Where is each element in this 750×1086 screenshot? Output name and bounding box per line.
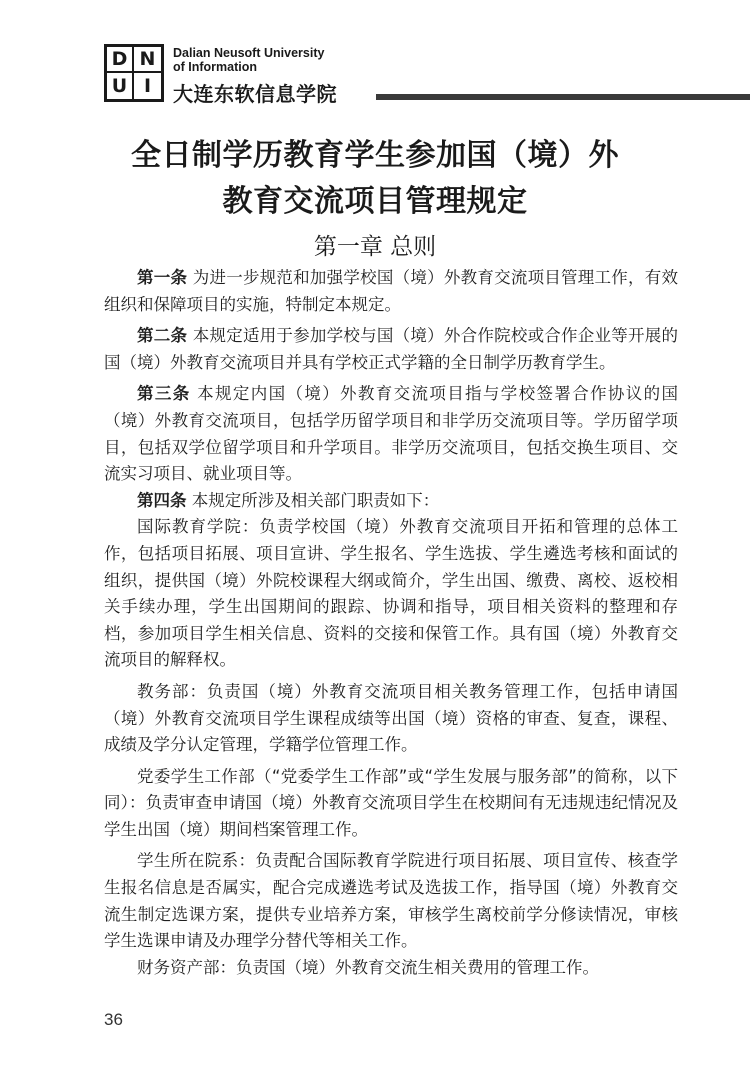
duty-academic-affairs: 教务部：负责国（境）外教育交流项目相关教务管理工作，包括申请国（境）外教育交流项目学生课程成绩等出国（境）资格的审查、复查，课程、成绩及学分认定管理，学籍学位管理工作。: [104, 681, 678, 755]
article-label: 第四条: [137, 490, 187, 510]
header-divider: [376, 94, 750, 100]
logo-letter: U: [107, 73, 134, 99]
logo-letter: N: [134, 47, 161, 73]
page-number: 36: [104, 1010, 123, 1029]
article-text: 为进一步规范和加强学校国（境）外教育交流项目管理工作，有效组织和保障项目的实施，特制定本规定。: [104, 268, 679, 314]
article-text: 本规定内国（境）外教育交流项目指与学校签署合作协议的国（境）外教育交流项目，包括学历留学项目和非学历交流项目等。学历留学项目，包括双学位留学项目和升学项目。非学历交流项目，包括交换生项目、交流实习项目、就业项目等。: [104, 384, 678, 484]
university-name-en: [173, 46, 324, 74]
article-label: 第二条: [137, 326, 188, 346]
page-header: [104, 44, 750, 108]
chapter-heading: 第一章 总则: [313, 234, 437, 260]
article-label: 第一条: [137, 268, 188, 287]
duty-finance: 财务资产部：负责国（境）外教育交流生相关费用的管理工作。: [137, 957, 599, 977]
article-3: [104, 381, 678, 487]
university-name-en-line1: Dalian Neusoft University: [173, 46, 325, 60]
article-text: 本规定适用于参加学校与国（境）外合作院校或合作企业等开展的国（境）外教育交流项目并具有学校正式学籍的全日制学历教育学生。: [104, 326, 679, 372]
duty-student-affairs: 党委学生工作部（“党委学生工作部”或“学生发展与服务部”的简称，以下同）：负责审查申请国（境）外教育交流项目学生在校期间有无违规违纪情况及学生出国（境）期间档案管理工作。: [104, 766, 678, 839]
document-body: [104, 265, 678, 981]
university-name-cn: 大连东软信息学院: [173, 82, 337, 106]
document-title-line1: 全日制学历教育学生参加国（境）外: [131, 138, 619, 173]
logo-letter: I: [143, 75, 152, 97]
article-label: 第三条: [137, 384, 191, 404]
duty-international-education: 国际教育学院：负责学校国（境）外教育交流项目开拓和管理的总体工作，包括项目拓展、项目宣讲、学生报名、学生选拔、学生遴选考核和面试的组织，提供国（境）外院校课程大纲或简介，学生出国、缴费、离校、返校相关手续办理，学生出国期间的跟踪、协调和指导，项目相关资料的整理和存档，参加项目学生相关信息、资料的交接和保管工作。具有国（境）外教育交流项目的解释权。: [104, 517, 678, 670]
article-2: [104, 323, 678, 376]
article-text: 本规定所涉及相关部门职责如下：: [186, 490, 440, 510]
document-title-line2: 教育交流项目管理规定: [222, 184, 528, 219]
university-name-en-line2: of Information: [173, 60, 258, 74]
duty-departments: 学生所在院系：负责配合国际教育学院进行项目拓展、项目宣传、核查学生报名信息是否属实，配合完成遴选考试及选拔工作，指导国（境）外教育交流生制定选课方案，提供专业培养方案，审核学生离校前学分修读情况，审核学生选课申请及办理学分替代等相关工作。: [104, 851, 678, 951]
university-logo: [104, 44, 164, 102]
logo-letter: D: [107, 47, 134, 73]
article-4: [104, 488, 678, 515]
article-1: [104, 265, 678, 318]
